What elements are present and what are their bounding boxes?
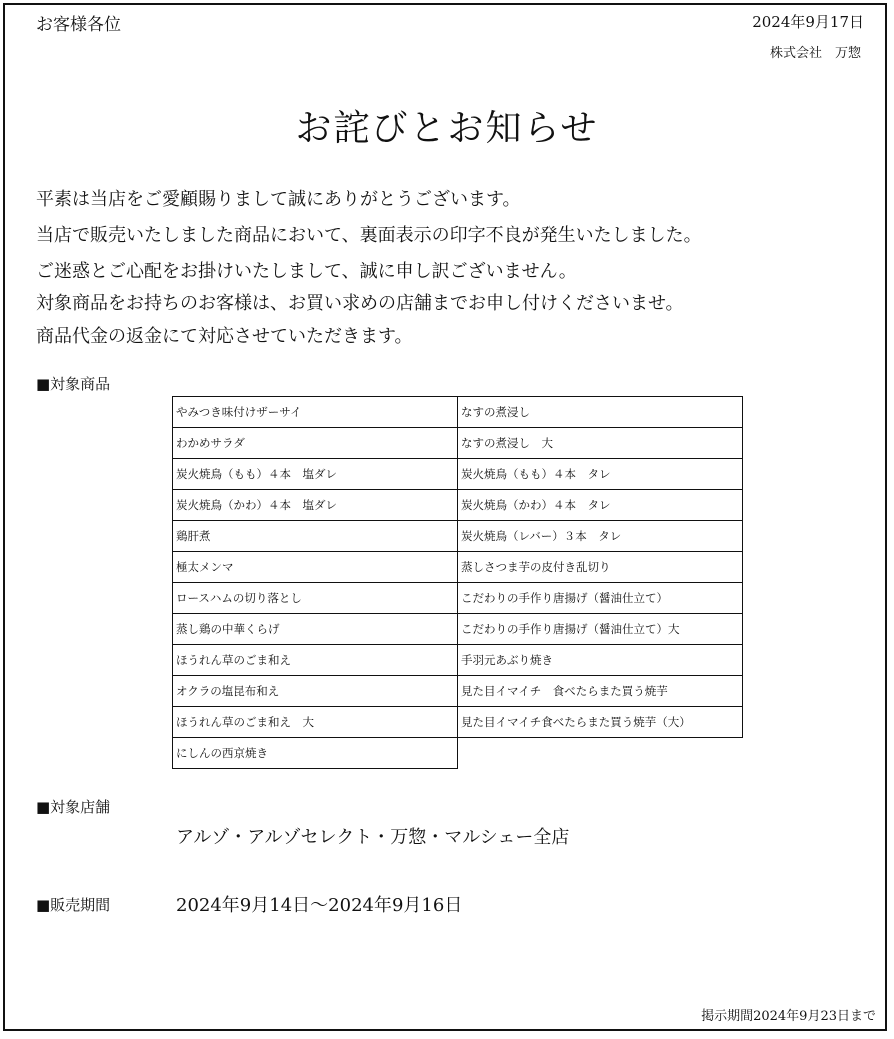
table-row xyxy=(173,707,743,738)
product-cell: 蒸し鶏の中華くらげ xyxy=(173,614,458,645)
table-row xyxy=(173,645,743,676)
stores-value: アルゾ・アルゾセレクト・万惣・マルシェー全店 xyxy=(176,827,570,848)
product-table xyxy=(172,396,743,769)
product-cell: 見た目イマイチ食べたらまた買う焼芋（大） xyxy=(458,707,743,738)
product-cell: ロースハムの切り落とし xyxy=(173,583,458,614)
product-cell: 炭火焼鳥（もも）４本 塩ダレ xyxy=(173,459,458,490)
product-cell: こだわりの手作り唐揚げ（醤油仕立て） xyxy=(458,583,743,614)
product-cell: 炭火焼鳥（かわ）４本 塩ダレ xyxy=(173,490,458,521)
body-line: 対象商品をお持ちのお客様は、お買い求めの店舗までお申し付けくださいませ。 xyxy=(36,293,684,314)
table-row xyxy=(173,552,743,583)
body-line: 商品代金の返金にて対応させていただきます。 xyxy=(36,326,413,347)
product-cell: オクラの塩昆布和え xyxy=(173,676,458,707)
notice-date: 2024年9月17日 xyxy=(752,13,864,31)
products-label: ■対象商品 xyxy=(36,375,111,393)
posting-period: 掲示期間2024年9月23日まで xyxy=(701,1009,876,1024)
product-cell: 炭火焼鳥（レバー）３本 タレ xyxy=(458,521,743,552)
product-cell: 炭火焼鳥（かわ）４本 タレ xyxy=(458,490,743,521)
product-cell: わかめサラダ xyxy=(173,428,458,459)
product-cell xyxy=(458,738,743,769)
body-line: 平素は当店をご愛顧賜りまして誠にありがとうございます。 xyxy=(36,189,521,210)
table-row xyxy=(173,428,743,459)
table-row xyxy=(173,459,743,490)
product-cell: 蒸しさつま芋の皮付き乱切り xyxy=(458,552,743,583)
body-line: 当店で販売いたしました商品において、裏面表示の印字不良が発生いたしました。 xyxy=(36,225,702,246)
table-row xyxy=(173,521,743,552)
product-cell: ほうれん草のごま和え 大 xyxy=(173,707,458,738)
product-cell: 見た目イマイチ 食べたらまた買う焼芋 xyxy=(458,676,743,707)
product-cell: 手羽元あぶり焼き xyxy=(458,645,743,676)
product-cell: こだわりの手作り唐揚げ（醤油仕立て）大 xyxy=(458,614,743,645)
salutation: お客様各位 xyxy=(36,15,121,35)
body-line: ご迷惑とご心配をお掛けいたしまして、誠に申し訳ございません。 xyxy=(36,261,577,282)
table-row xyxy=(173,397,743,428)
notice-title: お詫びとお知らせ xyxy=(295,108,599,149)
product-cell: なすの煮浸し 大 xyxy=(458,428,743,459)
table-row xyxy=(173,676,743,707)
table-row xyxy=(173,738,743,769)
period-label: ■販売期間 xyxy=(36,896,111,914)
product-cell: 極太メンマ xyxy=(173,552,458,583)
table-row xyxy=(173,490,743,521)
product-cell: 鶏肝煮 xyxy=(173,521,458,552)
table-row xyxy=(173,614,743,645)
period-value: 2024年9月14日～2024年9月16日 xyxy=(176,895,463,916)
stores-label: ■対象店舗 xyxy=(36,798,111,816)
company-name: 株式会社 万惣 xyxy=(769,46,861,61)
product-cell: にしんの西京焼き xyxy=(173,738,458,769)
table-row xyxy=(173,583,743,614)
product-cell: ほうれん草のごま和え xyxy=(173,645,458,676)
product-cell: 炭火焼鳥（もも）４本 タレ xyxy=(458,459,743,490)
product-cell: なすの煮浸し xyxy=(458,397,743,428)
product-cell: やみつき味付けザーサイ xyxy=(173,397,458,428)
